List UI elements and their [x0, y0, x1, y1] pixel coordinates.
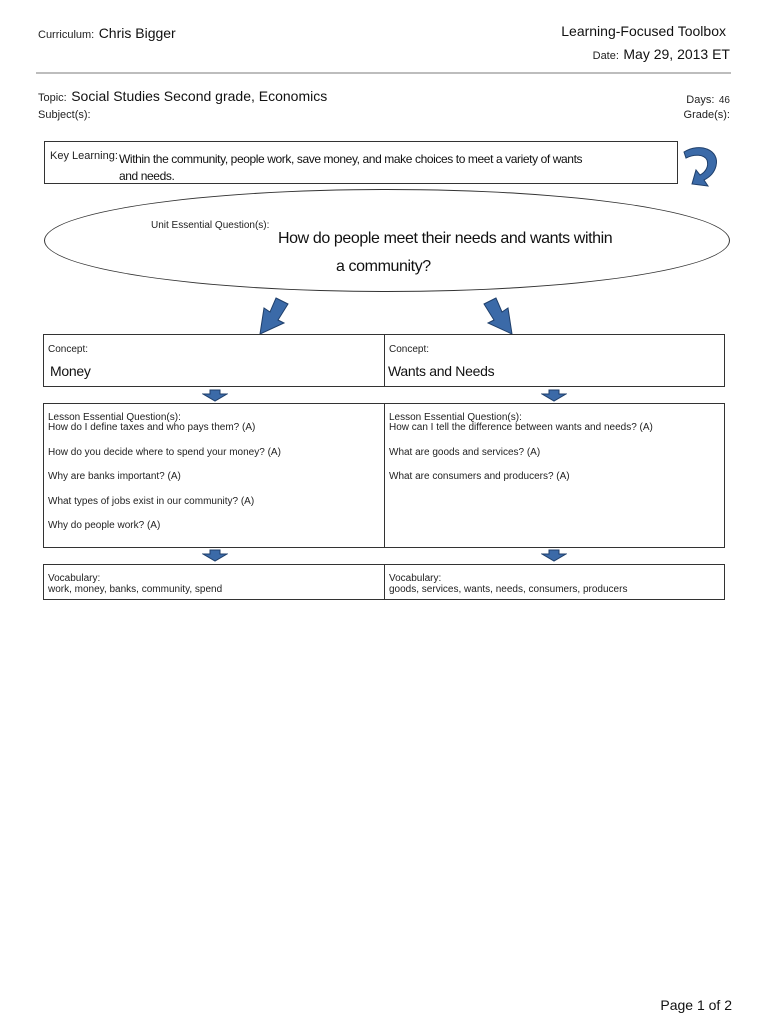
key-learning-text [119, 150, 667, 169]
subjects-label: Subject(s): [38, 109, 91, 121]
vocabulary-value: goods, services, wants, needs, consumers, producers [389, 584, 628, 595]
curriculum-field [38, 25, 176, 43]
header-divider [36, 72, 731, 74]
concept-cell-money [43, 334, 385, 387]
topic-field [38, 88, 327, 106]
lesson-questions-money [43, 403, 385, 548]
arrow-down-icon [541, 389, 567, 402]
key-learning-line-1: Within the community, people work, save money, and make choices to meet a variety of wants [119, 152, 583, 166]
days-field [686, 90, 730, 108]
concept-value: Wants and Needs [388, 363, 495, 379]
key-learning-box [44, 141, 678, 184]
concept-label: Concept: [389, 344, 430, 355]
toolbox-title: Learning-Focused Toolbox [561, 23, 726, 39]
concept-cell-wants-needs [384, 334, 725, 387]
lesson-question-list [48, 422, 281, 545]
arrow-down-icon [541, 549, 567, 562]
topic-label: Topic: [38, 92, 67, 104]
curved-arrow-icon [680, 142, 722, 188]
arrow-down-right-icon [480, 296, 516, 336]
unit-question-line-1: How do people meet their needs and wants within [278, 230, 613, 247]
list-item: What types of jobs exist in our community? (A) [48, 495, 255, 507]
key-learning-line-2: and needs. [119, 169, 175, 183]
list-item: How can I tell the difference between wants and needs? (A) [389, 422, 653, 433]
list-item: What are consumers and producers? (A) [389, 471, 570, 482]
vocabulary-label: Vocabulary: [48, 573, 101, 584]
list-item: Why do people work? (A) [48, 520, 161, 531]
vocabulary-money [43, 564, 385, 600]
lesson-questions-label: Lesson Essential Question(s): [48, 412, 181, 423]
unit-question-label: Unit Essential Question(s): [151, 220, 270, 231]
arrow-down-icon [202, 389, 228, 402]
lesson-questions-label: Lesson Essential Question(s): [389, 412, 522, 423]
lesson-questions-wants-needs [384, 403, 725, 548]
lesson-question-list [389, 422, 653, 496]
concept-label: Concept: [48, 344, 89, 355]
vocabulary-label: Vocabulary: [389, 573, 442, 584]
grades-label: Grade(s): [683, 109, 730, 121]
curriculum-label: Curriculum: [38, 29, 95, 41]
arrow-down-icon [202, 549, 228, 562]
page-number: Page 1 of 2 [660, 997, 732, 1013]
unit-question-text [278, 225, 628, 281]
list-item: What are goods and services? (A) [389, 446, 541, 458]
date-value: May 29, 2013 ET [623, 46, 730, 62]
vocabulary-value: work, money, banks, community, spend [48, 584, 223, 595]
concept-value: Money [50, 363, 91, 379]
list-item: How do you decide where to spend your money? (A) [48, 446, 281, 458]
topic-value: Social Studies Second grade, Economics [71, 88, 328, 104]
unit-question-line-2: a community? [336, 258, 431, 275]
list-item: Why are banks important? (A) [48, 471, 181, 482]
date-field [593, 46, 730, 64]
date-label: Date: [592, 50, 619, 62]
vocabulary-wants-needs [384, 564, 725, 600]
arrow-down-left-icon [256, 296, 292, 336]
list-item: How do I define taxes and who pays them? (A) [48, 422, 256, 433]
curriculum-value: Chris Bigger [98, 25, 176, 41]
key-learning-label: Key Learning: [50, 150, 118, 162]
days-value: 46 [718, 95, 730, 106]
days-label: Days: [686, 94, 715, 106]
